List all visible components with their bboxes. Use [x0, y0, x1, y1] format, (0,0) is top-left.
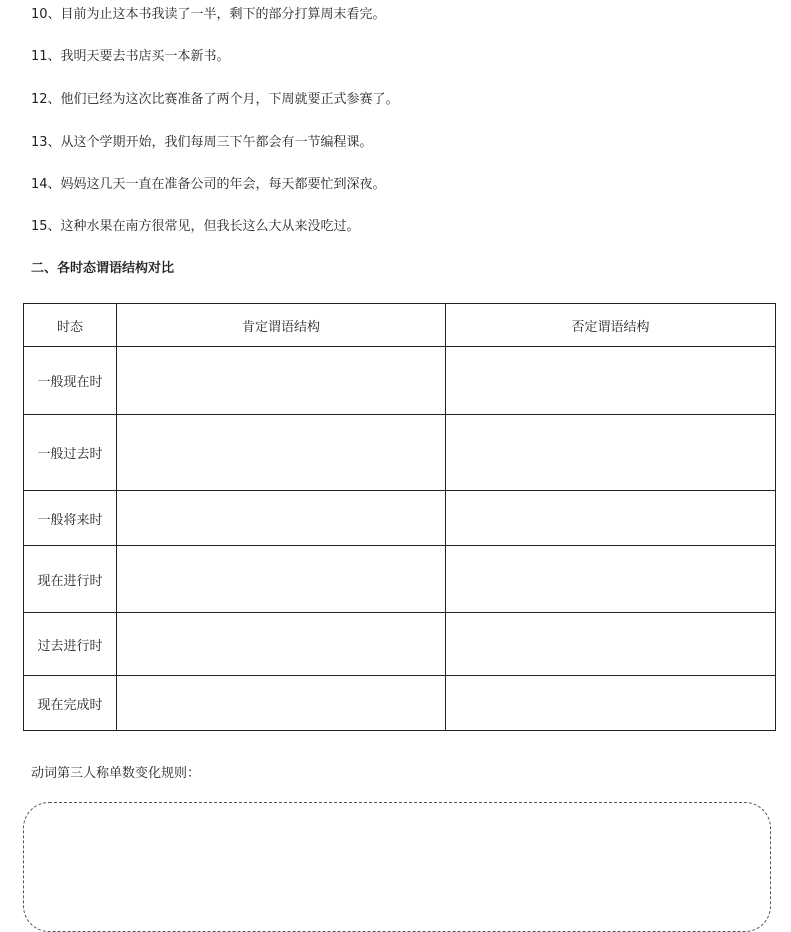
tense-name-cell: 过去进行时	[24, 613, 117, 676]
tense-name-cell: 一般现在时	[24, 347, 117, 415]
sentence-11: 11、我明天要去书店买一本新书。	[31, 49, 230, 64]
negative-answer-cell[interactable]	[446, 546, 776, 613]
header-negative: 否定谓语结构	[446, 304, 776, 347]
negative-answer-cell[interactable]	[446, 491, 776, 546]
negative-answer-cell[interactable]	[446, 347, 776, 415]
tense-name-cell: 一般将来时	[24, 491, 117, 546]
tense-comparison-table	[23, 303, 776, 731]
verb-rules-label: 动词第三人称单数变化规则：	[31, 766, 201, 781]
affirmative-answer-cell[interactable]	[117, 613, 446, 676]
sentence-12: 12、他们已经为这次比赛准备了两个月，下周就要正式参赛了。	[31, 92, 399, 107]
sentence-14: 14、妈妈这几天一直在准备公司的年会，每天都要忙到深夜。	[31, 177, 386, 192]
table-row	[24, 676, 776, 731]
tense-name-cell: 现在进行时	[24, 546, 117, 613]
header-affirmative: 肯定谓语结构	[117, 304, 446, 347]
negative-answer-cell[interactable]	[446, 415, 776, 491]
tense-name-cell: 一般过去时	[24, 415, 117, 491]
sentence-13: 13、从这个学期开始，我们每周三下午都会有一节编程课。	[31, 135, 373, 150]
header-tense: 时态	[24, 304, 117, 347]
section-title: 二、各时态谓语结构对比	[31, 261, 175, 276]
sentence-10: 10、目前为止这本书我读了一半，剩下的部分打算周末看完。	[31, 7, 386, 22]
table-row	[24, 415, 776, 491]
negative-answer-cell[interactable]	[446, 676, 776, 731]
table-header-row	[24, 304, 776, 347]
affirmative-answer-cell[interactable]	[117, 491, 446, 546]
answer-box[interactable]	[23, 802, 771, 932]
affirmative-answer-cell[interactable]	[117, 546, 446, 613]
table-row	[24, 546, 776, 613]
table-row	[24, 613, 776, 676]
table-row	[24, 491, 776, 546]
sentence-15: 15、这种水果在南方很常见，但我长这么大从来没吃过。	[31, 219, 360, 234]
affirmative-answer-cell[interactable]	[117, 347, 446, 415]
tense-name-cell: 现在完成时	[24, 676, 117, 731]
table-row	[24, 347, 776, 415]
affirmative-answer-cell[interactable]	[117, 676, 446, 731]
affirmative-answer-cell[interactable]	[117, 415, 446, 491]
negative-answer-cell[interactable]	[446, 613, 776, 676]
